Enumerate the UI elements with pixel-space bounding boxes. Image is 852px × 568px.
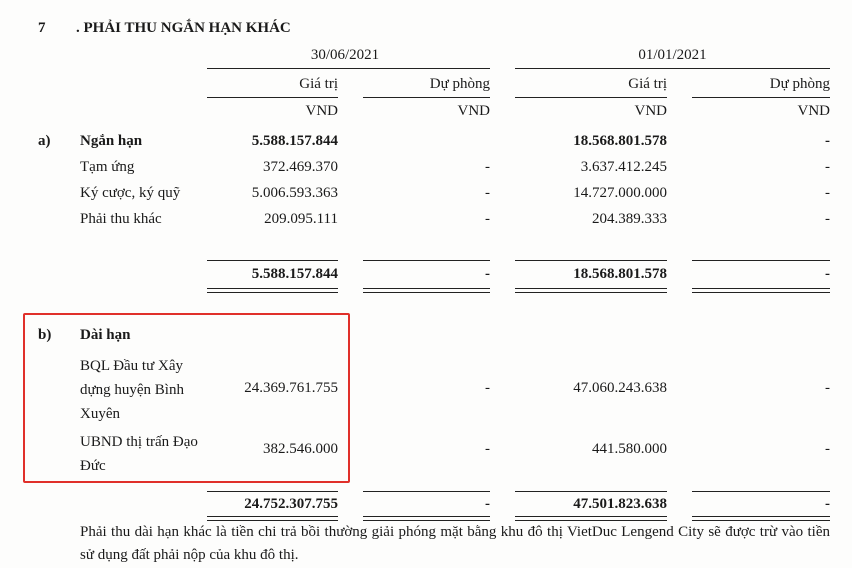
- long-term-letter: b): [38, 327, 52, 343]
- subtotal-rule: [207, 260, 338, 261]
- long-subtotal-provision-2021: -: [485, 496, 490, 512]
- short-term-label: Ngắn hạn: [80, 133, 143, 149]
- header-rule-1: [207, 97, 338, 98]
- row-value-2021: 209.095.111: [264, 211, 338, 227]
- short-term-total-2021: 5.588.157.844: [251, 133, 338, 149]
- subtotal-double-rule: [207, 288, 338, 293]
- short-term-letter: a): [38, 133, 51, 149]
- row-label: Ký cược, ký quỹ: [80, 185, 181, 201]
- long-subtotal-2020: 47.501.823.638: [573, 496, 667, 512]
- row-value-2020: 47.060.243.638: [573, 380, 667, 396]
- unit-value-2020: VND: [634, 103, 667, 119]
- short-term-provision-2020: -: [825, 133, 830, 149]
- subtotal-rule: [692, 491, 830, 492]
- col-provision-2020: Dự phòng: [769, 76, 830, 92]
- row-value-2020: 441.580.000: [592, 441, 667, 457]
- section-number: 7: [38, 20, 46, 36]
- section-title: . PHẢI THU NGẮN HẠN KHÁC: [76, 20, 291, 36]
- short-subtotal-provision-2021: -: [485, 266, 490, 282]
- subtotal-rule: [515, 491, 667, 492]
- row-value-2021: 372.469.370: [263, 159, 338, 175]
- header-rule-2: [363, 97, 490, 98]
- header-rule-3: [515, 97, 667, 98]
- short-term-total-2020: 18.568.801.578: [573, 133, 667, 149]
- subtotal-double-rule: [363, 288, 490, 293]
- long-term-label: Dài hạn: [80, 327, 131, 343]
- row-value-2021: 382.546.000: [263, 441, 338, 457]
- subtotal-double-rule: [692, 288, 830, 293]
- row-provision-2020: -: [825, 185, 830, 201]
- period-2021-rule: [207, 68, 490, 69]
- row-label: UBND thị trấn Đạo Đức: [80, 434, 198, 474]
- footnote: Phải thu dài hạn khác là tiền chi trả bồi thường giải phóng mặt bằng khu đô thị VietDuc Lengend City sẽ được trừ vào tiền sử dụng đất phải nộp của khu đô thị.: [80, 524, 830, 563]
- header-rule-4: [692, 97, 830, 98]
- subtotal-rule: [363, 260, 490, 261]
- unit-provision-2021: VND: [457, 103, 490, 119]
- row-provision-2021: -: [485, 211, 490, 227]
- subtotal-rule: [692, 260, 830, 261]
- period-2020-rule: [515, 68, 830, 69]
- subtotal-double-rule: [515, 288, 667, 293]
- period-header-2021: 30/06/2021: [310, 47, 380, 63]
- row-provision-2021: -: [485, 380, 490, 396]
- unit-value-2021: VND: [305, 103, 338, 119]
- row-value-2021: 24.369.761.755: [244, 380, 338, 396]
- short-subtotal-provision-2020: -: [825, 266, 830, 282]
- col-value-2021: Giá trị: [299, 76, 338, 92]
- row-label: Phải thu khác: [80, 211, 162, 227]
- long-subtotal-provision-2020: -: [825, 496, 830, 512]
- short-subtotal-2021: 5.588.157.844: [251, 266, 338, 282]
- row-value-2020: 3.637.412.245: [580, 159, 667, 175]
- row-provision-2020: -: [825, 211, 830, 227]
- unit-provision-2020: VND: [797, 103, 830, 119]
- col-value-2020: Giá trị: [628, 76, 667, 92]
- row-label: Tạm ứng: [80, 159, 135, 175]
- row-value-2020: 204.389.333: [592, 211, 667, 227]
- period-header-2020: 01/01/2021: [638, 47, 707, 63]
- subtotal-rule: [363, 491, 490, 492]
- row-label: BQL Đầu tư Xây dựng huyện Bình Xuyên: [80, 358, 184, 422]
- row-provision-2020: -: [825, 159, 830, 175]
- row-provision-2021: -: [485, 185, 490, 201]
- row-provision-2021: -: [485, 159, 490, 175]
- row-value-2021: 5.006.593.363: [251, 185, 338, 201]
- long-subtotal-2021: 24.752.307.755: [244, 496, 338, 512]
- subtotal-rule: [207, 491, 338, 492]
- row-value-2020: 14.727.000.000: [573, 185, 667, 201]
- col-provision-2021: Dự phòng: [429, 76, 490, 92]
- short-subtotal-2020: 18.568.801.578: [573, 266, 667, 282]
- row-provision-2021: -: [485, 441, 490, 457]
- row-provision-2020: -: [825, 441, 830, 457]
- subtotal-rule: [515, 260, 667, 261]
- row-provision-2020: -: [825, 380, 830, 396]
